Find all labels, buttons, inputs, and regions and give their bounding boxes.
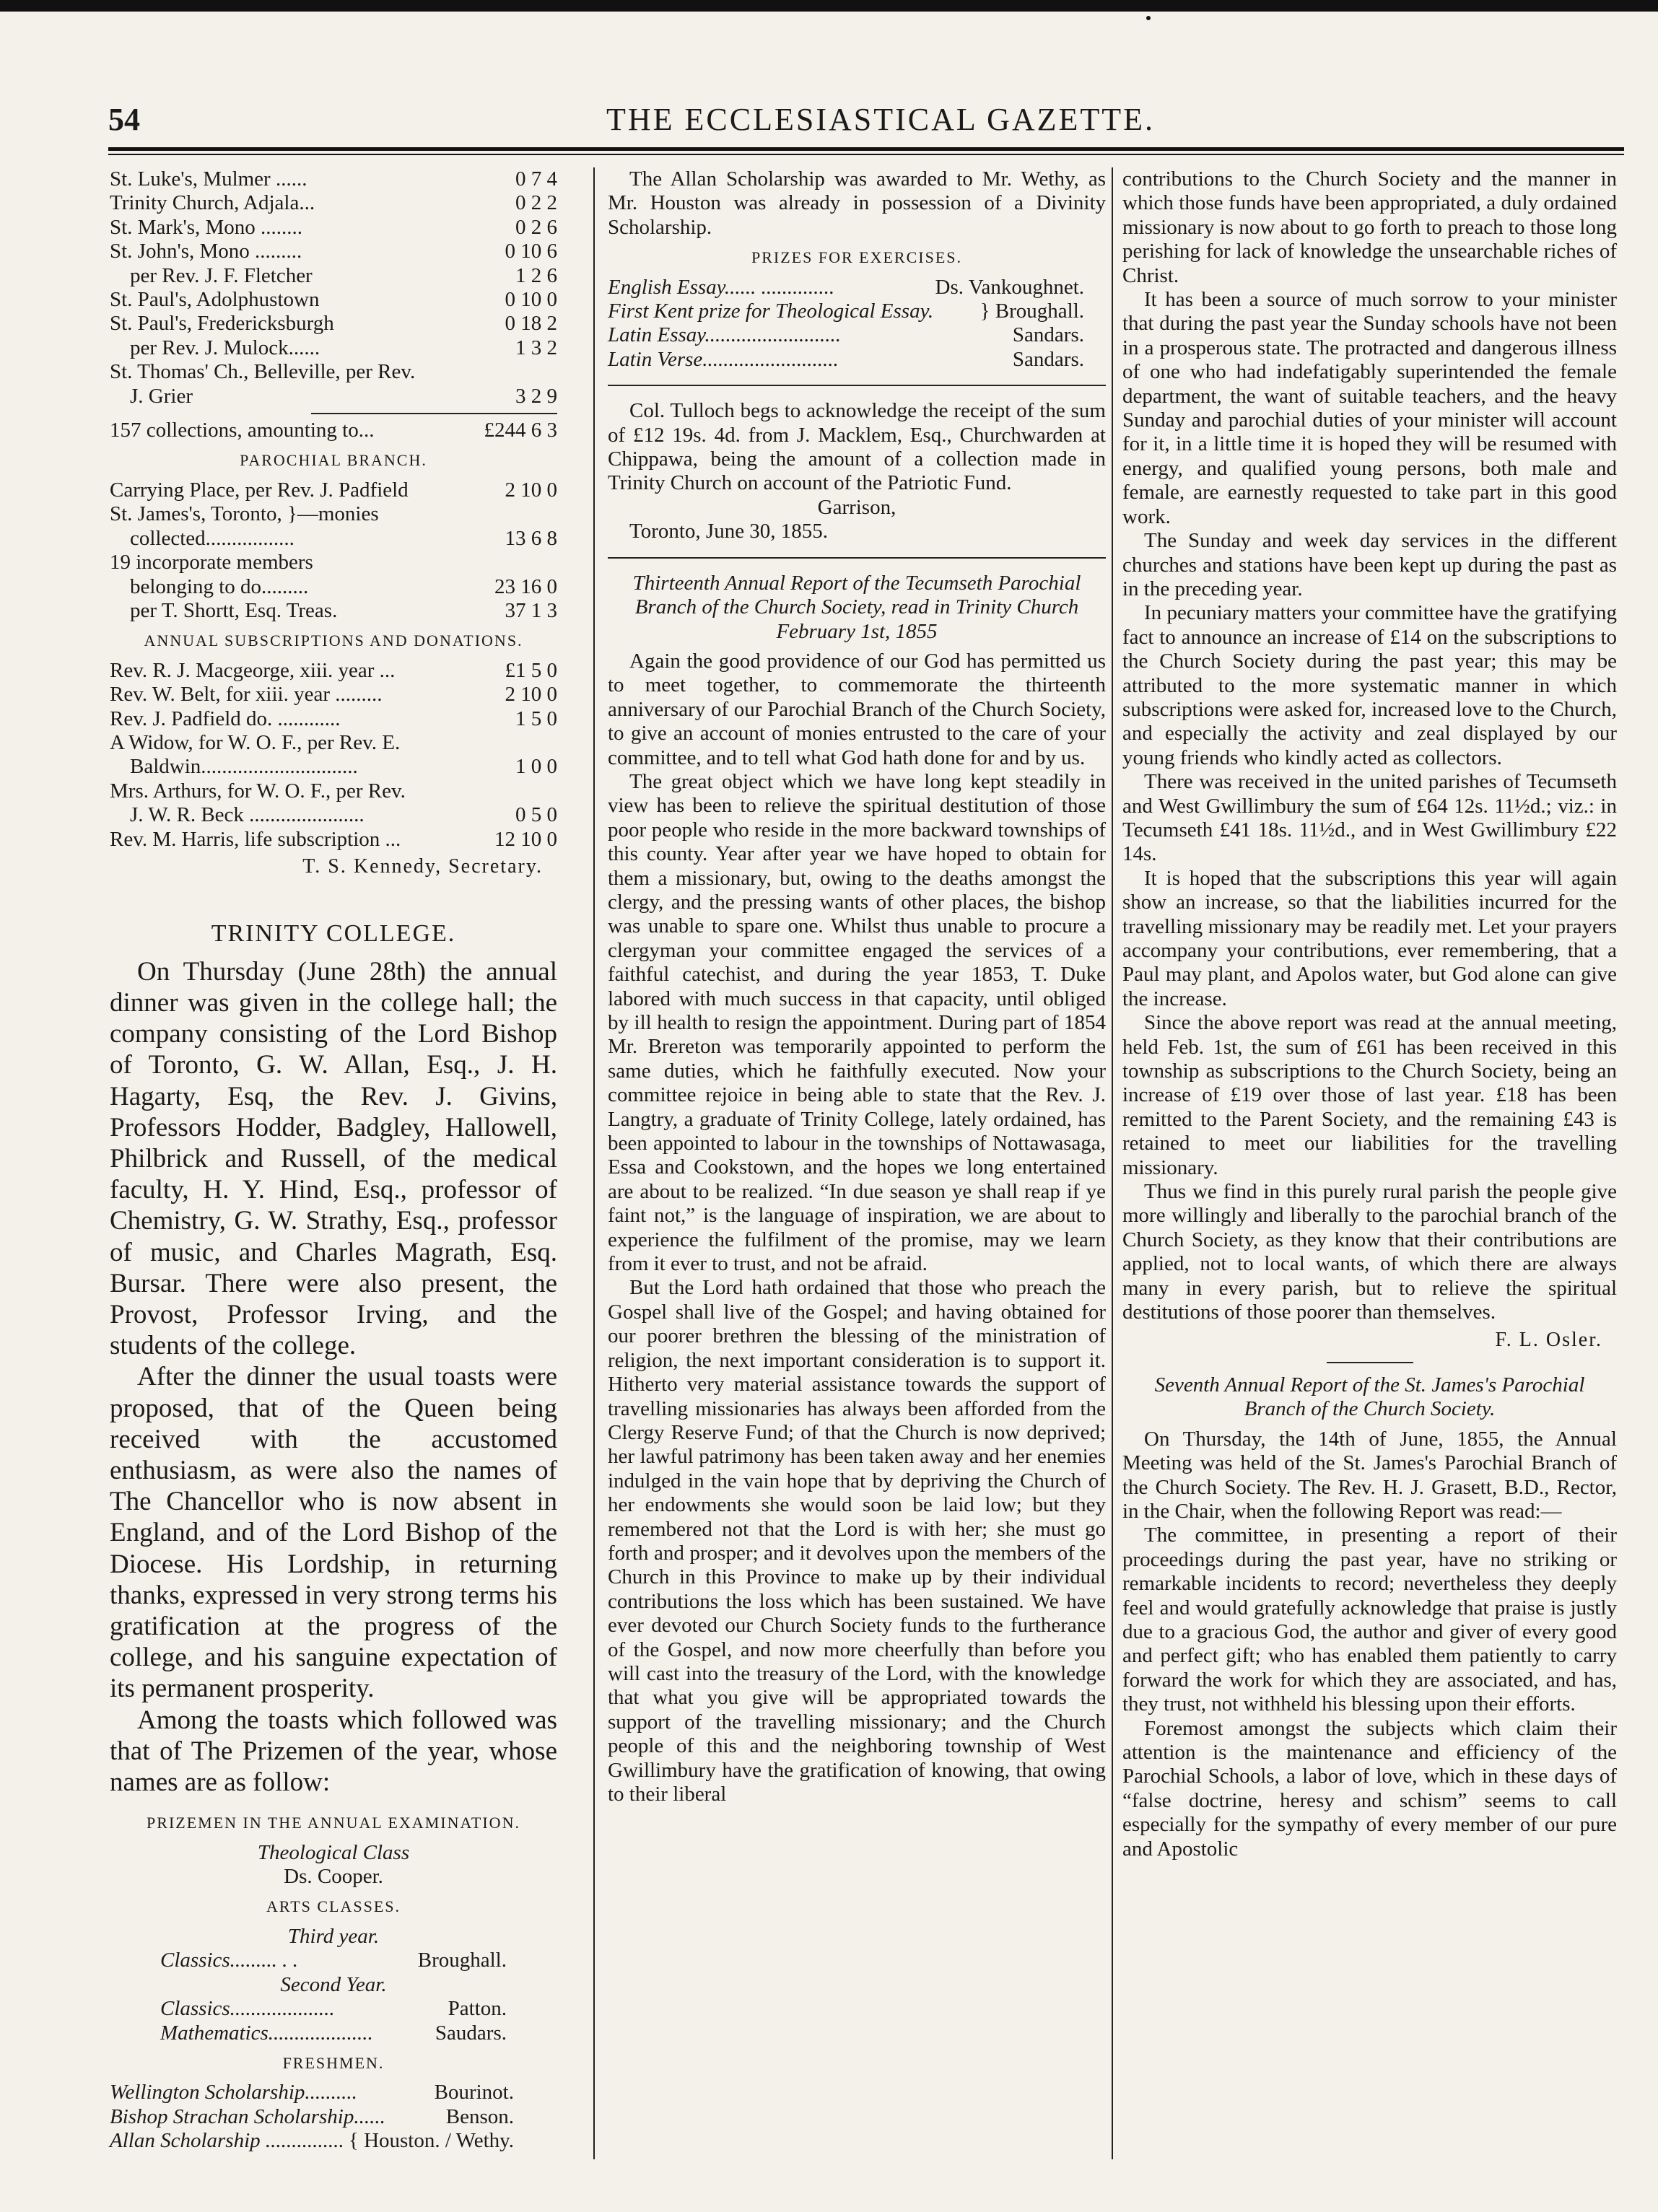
collections-total [110, 419, 557, 442]
parochial-list [110, 478, 557, 623]
secretary-signature: T. S. Kennedy, Secretary. [302, 854, 543, 878]
ledger-row [110, 216, 557, 240]
header-rule-thin [108, 154, 1624, 155]
st-james-paragraph-1: On Thursday, the 14th of June, 1855, the Annual Meeting was held of the St. James's Parochial Branch of the Church Society. The Rev. H. J. Grasett, B.D., Rector, in the Chair, when the following Report was read:— [1122, 1427, 1617, 1523]
ledger-amount: 3 2 9 [515, 384, 557, 408]
ledger-label: St. Paul's, Adolphustown [110, 288, 320, 312]
ledger-label: Rev. M. Harris, life subscription ... [110, 827, 401, 851]
divider [311, 413, 557, 414]
trinity-paragraph-3: Among the toasts which followed was that of The Prizemen of the year, whose names are as follow: [110, 1705, 557, 1798]
ledger-label: belonging to do......... [130, 574, 309, 598]
ledger-amount: 1 0 0 [515, 755, 557, 779]
total-row [110, 419, 557, 442]
cooper-name: Ds. Cooper. [284, 1865, 383, 1889]
ledger-label: St. James's, Toronto, }—monies [110, 502, 379, 526]
divider [608, 557, 1106, 559]
ledger-row [110, 575, 557, 599]
prize-row [608, 300, 1084, 323]
prize-label: Latin Verse.......................... [608, 347, 839, 371]
ledger-label: Rev. W. Belt, for xiii. year ......... [110, 683, 383, 707]
total-label: 157 collections, amounting to... [110, 419, 375, 442]
ledger-row [110, 167, 557, 191]
ledger-label: St. Thomas' Ch., Belleville, per Rev. [110, 360, 416, 384]
ledger-label: St. Paul's, Fredericksburgh [110, 312, 334, 336]
second-year-label: Second Year. [280, 1972, 387, 1996]
ledger-label: per Rev. J. F. Fletcher [130, 263, 313, 287]
subscriptions-list [110, 659, 557, 852]
ledger-row [110, 659, 557, 683]
ledger-row [110, 803, 557, 827]
ledger-row [110, 527, 557, 551]
ledger-row [110, 191, 557, 215]
ledger-amount: 0 10 6 [505, 240, 557, 263]
prize-label: Latin Essay.......................... [608, 323, 842, 347]
ledger-label: A Widow, for W. O. F., per Rev. E. [110, 730, 401, 754]
ledger-amount: 0 2 2 [515, 191, 557, 215]
arts-classes-heading: ARTS CLASSES. [266, 1897, 401, 1916]
date-line: Toronto, June 30, 1855. [629, 520, 829, 543]
report-paragraph-10: Thus we find in this purely rural parish the people give more willingly and liberally to the parochial branch of the Church Society, as they know that their contributions are applied, not to local wants, of which there are always many in every parish, but to relieve the spiritual destitutions of those poorer than themselves. [1122, 1180, 1617, 1324]
ledger-label: St. Luke's, Mulmer ...... [110, 167, 307, 191]
divider [1327, 1362, 1413, 1363]
ledger-amount: 0 2 6 [515, 215, 557, 239]
ledger-row [110, 707, 557, 731]
freshmen-heading: FRESHMEN. [282, 2053, 385, 2072]
st-james-paragraph-3: Foremost amongst the subjects which claim their attention is the maintenance and efficiency of the Parochial Schools, a labor of love, which in these days of “false doctrine, heresy and schism” seems to call especially for the sympathy of every member of our pure and Apostolic [1122, 1716, 1617, 1861]
report-paragraph-8: It is hoped that the subscriptions this year will again show an increase, so that the liabilities incurred for the travelling missionary may be readily met. Let your prayers accompany your contributions, ever remembering, that a Paul may plant, and Apolos water, but God alone can give the increase. [1122, 866, 1617, 1010]
page-number: 54 [108, 102, 140, 137]
ledger-label: collected................. [130, 526, 294, 550]
ledger-label: Carrying Place, per Rev. J. Padfield [110, 478, 409, 502]
prize-winner: Sandars. [1012, 323, 1084, 347]
prize-winner: Sandars. [1012, 347, 1084, 371]
trinity-paragraph-2: After the dinner the usual toasts were proposed, that of the Queen being received with the accustomed enthusiasm, as were also the names of The Chancellor who is now absent in England, and of the Lord Bishop of the Diocese. His Lordship, in returning thanks, expressed in very strong terms his gratification at the progress of the college, and his sanguine expectation of its permanent prosperity. [110, 1362, 557, 1704]
prize-winner: } Broughall. [979, 300, 1084, 323]
allan-scholarship-paragraph: The Allan Scholarship was awarded to Mr. Wethy, as Mr. Houston was already in possession of a Divinity Scholarship. [608, 167, 1106, 239]
report-paragraph-4: It has been a source of much sorrow to your minister that during the past year the Sunday schools have not been in a prosperous state. The protracted and dangerous illness of one who had indefatigably superintended the female department, the want of suitable teachers, and the heavy Sunday and parochial duties of your minister will account for it, in a little time it is hoped they will be resumed with energy, and qualified young persons, both male and female, are earnestly requested to take part in this good work. [1122, 288, 1617, 528]
prizes-heading: PRIZES FOR EXERCISES. [751, 248, 962, 267]
page-header [108, 101, 1624, 144]
report-paragraph-7: There was received in the united parishes of Tecumseth and West Gwillimbury the sum of £64 12s. 11½d.; viz.: in Tecumseth £41 18s. 11½d., and in West Gwillimbury £22 14s. [1122, 770, 1617, 866]
ledger-amount: 1 2 6 [515, 263, 557, 287]
report-paragraph-6: In pecuniary matters your committee have the gratifying fact to announce an increase of £14 on the subscriptions to the Church Society during the past year; this may be attributed to the more systematic manner in which subscriptions were asked for, increased love to the Church, and especially the activity and zeal displayed by our young friends who kindly acted as collectors. [1122, 601, 1617, 769]
ledger-row [110, 828, 557, 852]
prize-row: Classics.................... Patton. [160, 1997, 507, 2021]
ledger-row [110, 683, 557, 707]
trinity-article [110, 956, 557, 1798]
ledger-row [110, 385, 557, 408]
tecumseth-report-heading: Thirteenth Annual Report of the Tecumseth Parochial Branch of the Church Society, read in Trinity Church February 1st, 1855 [632, 571, 1081, 643]
ledger-label: Mrs. Arthurs, for W. O. F., per Rev. [110, 779, 406, 803]
publication-title: THE ECCLESIASTICAL GAZETTE. [606, 102, 1156, 137]
column-rule-2 [1112, 167, 1113, 2159]
ledger-row [110, 551, 557, 574]
prize-row [608, 348, 1084, 372]
ledger-label: J. Grier [130, 384, 193, 408]
report-paragraph-9: Since the above report was read at the annual meeting, held Feb. 1st, the sum of £61 has been received in this township as subscriptions to the Church Society, being an increase of £19 over those of last year. £18 has been remitted to the Parent Society, and the remaining £43 is retained to meet our liabilities for the travelling missionary. [1122, 1011, 1617, 1179]
ledger-label: per T. Shortt, Esq. Treas. [130, 598, 338, 622]
ledger-row [110, 731, 557, 755]
ledger-label: Rev. R. J. Macgeorge, xiii. year ... [110, 658, 396, 682]
prize-winner: Ds. Vankoughnet. [935, 275, 1084, 299]
ledger-row [110, 502, 557, 526]
ledger-label: Rev. J. Padfield do. ............ [110, 707, 341, 730]
ledger-amount: 0 18 2 [505, 312, 557, 336]
prize-row [608, 276, 1084, 300]
report-paragraph-1: Again the good providence of our God has permitted us to meet together, to commemorate the thirteenth anniversary of our Parochial Branch of the Church Society, to give an account of monies entrusted to the care of your committee, and to tell what God hath done for and by us. [608, 649, 1106, 769]
column-1 [110, 167, 557, 2154]
column-3 [1122, 167, 1617, 1861]
prize-row: Allan Scholarship ............... { Houston. / Wethy. [110, 2129, 514, 2153]
ledger-row [110, 336, 557, 360]
st-james-report-heading: Seventh Annual Report of the St. James's Parochial Branch of the Church Society. [1154, 1373, 1585, 1421]
collections-list-1 [110, 167, 557, 408]
ledger-row [110, 360, 557, 384]
trinity-paragraph-1: On Thursday (June 28th) the annual dinner was given in the college hall; the company consisting of the Lord Bishop of Toronto, G. W. Allan, Esq., J. H. Hagarty, Esq, the Rev. J. Givins, Professors Hodder, Badgley, Hallowell, Philbrick and Russell, of the medical faculty, H. Y. Hind, Esq., professor of Chemistry, G. W. Strathy, Esq., professor of music, and Charles Magrath, Esq. Bursar. There were also present, the Provost, Professor Irving, and the students of the college. [110, 956, 557, 1361]
prize-label: English Essay...... .............. [608, 275, 835, 299]
ledger-row [110, 779, 557, 803]
report-paragraph-3: But the Lord hath ordained that those who preach the Gospel shall live of the Gospel; and having obtained for our poorer brethren the blessing of the ministration of religion, the next important consideration is to support it. Hitherto very material assistance towards the support of travelling missionaries has always been afforded from the Clergy Reserve Fund; of that the Church is now deprived; her lawful patrimony has been taken away and her enemies indulged in the vain hope that by depriving the Church of her endowments she would soon be laid low; but they remembered not that the Lord is with her; she must go forth and prosper; and it devolves upon the members of the Church in this Province to make up by their individual contributions the loss which has been sustained. We have ever devoted our Church Society funds to the furtherance of the Gospel, and now more cheerfully than before you will cast into the treasury of the Lord, with the knowledge that what you give will be appropriated towards the support of the travelling missionary; and the Church people of this and the neighboring township of West Gwillimbury have the gratification of knowing, that owing to their liberal [608, 1276, 1106, 1806]
prizemen-heading: PRIZEMEN IN THE ANNUAL EXAMINATION. [147, 1814, 520, 1832]
ledger-row [110, 599, 557, 623]
ledger-label: per Rev. J. Mulock...... [130, 336, 320, 359]
ledger-amount: 1 3 2 [515, 336, 557, 359]
ledger-amount: 13 6 8 [505, 526, 557, 550]
ledger-label: Trinity Church, Adjala... [110, 191, 315, 215]
divider [608, 385, 1106, 386]
ledger-row [110, 264, 557, 288]
column-rule-1 [593, 167, 595, 2159]
header-rule [108, 147, 1624, 151]
ledger-row [110, 478, 557, 502]
parochial-branch-heading: PAROCHIAL BRANCH. [240, 451, 427, 470]
annual-subscriptions-heading: ANNUAL SUBSCRIPTIONS AND DONATIONS. [144, 631, 523, 650]
prize-label: First Kent prize for Theological Essay. [608, 300, 934, 323]
ledger-amount: 23 16 0 [494, 574, 557, 598]
ledger-row [110, 312, 557, 336]
ledger-label: J. W. R. Beck ...................... [130, 803, 365, 827]
ink-dot [1146, 16, 1151, 20]
ledger-label: Baldwin.............................. [130, 755, 358, 779]
ledger-row [110, 755, 557, 779]
report-cont-paragraph: contributions to the Church Society and the manner in which those funds have been appropriated, a duly ordained missionary is now about to go forth to preach to those long perishing for lack of knowledge the unsearchable riches of Christ. [1122, 167, 1617, 287]
ledger-amount: 0 10 0 [505, 288, 557, 312]
prize-row: Wellington Scholarship.......... Bourinot. [110, 2081, 514, 2104]
third-year-label: Third year. [287, 1924, 380, 1948]
ledger-amount: £1 5 0 [505, 658, 557, 682]
top-border-strip [0, 0, 1658, 12]
ledger-row [110, 288, 557, 312]
ledger-label: St. John's, Mono ......... [110, 240, 302, 263]
ledger-amount: 0 7 4 [515, 167, 557, 191]
ledger-label: 19 incorporate members [110, 551, 313, 574]
column-2 [608, 167, 1106, 1806]
prize-row: Mathematics.................... Saudars. [160, 2021, 507, 2045]
theological-class-label: Theological Class [257, 1840, 410, 1864]
ledger-label: St. Mark's, Mono ........ [110, 215, 303, 239]
ledger-amount: 12 10 0 [494, 827, 557, 851]
report-paragraph-5: The Sunday and week day services in the different churches and stations have been kept up during the past as in the preceding year. [1122, 529, 1617, 600]
tulloch-notice: Col. Tulloch begs to acknowledge the receipt of the sum of £12 19s. 4d. from J. Macklem, Esq., Churchwarden at Chippawa, being the amount of a collection made in Trinity Church on account of the Patriotic Fund. [608, 399, 1106, 495]
prize-row [608, 323, 1084, 347]
osler-signature: F. L. Osler. [1495, 1328, 1602, 1351]
ledger-row [110, 240, 557, 263]
ledger-amount: 0 5 0 [515, 803, 557, 827]
garrison-line: Garrison, [817, 495, 896, 519]
st-james-paragraph-2: The committee, in presenting a report of their proceedings during the past year, have no striking or remarkable incidents to record; nevertheless they deeply feel and would gratefully acknowledge that praise is justly due to a gracious God, the author and giver of every good and perfect gift; who has enabled them patiently to carry forward the work for which they are associated, and has, they trust, not withheld his blessing upon their efforts. [1122, 1524, 1617, 1716]
ledger-amount: 2 10 0 [505, 683, 557, 707]
ledger-amount: 37 1 3 [505, 598, 557, 622]
report-paragraph-2: The great object which we have long kept steadily in view has been to relieve the spiritual destitution of those poor people who reside in the more backward townships of this county. Year after year we have hoped to obtain for them a missionary, but, owing to the deaths amongst the clergy, and the pressing wants of other places, the bishop was unable to spare one. Whilst thus unable to procure a clergyman your committee engaged the services of a faithful catechist, and during the year 1853, T. Duke labored with much success in that capacity, until obliged by ill health to resign the appointment. During part of 1854 Mr. Brereton was temporarily appointed to perform the same duties, which he faithfully executed. Now your committee rejoice in being able to state that the Rev. J. Langtry, a graduate of Trinity College, lately ordained, has been appointed to labour in the townships of Nottawasaga, Essa and Cookstown, and the hopes we long entertained are about to be realized. “In due season ye shall reap if ye faint not,” is the language of inspiration, we are about to experience the fulfilment of the promise, may we learn from it ever to trust, and not be afraid. [608, 769, 1106, 1276]
ledger-amount: 2 10 0 [505, 478, 557, 502]
total-amount: £244 6 3 [484, 419, 557, 442]
ledger-amount: 1 5 0 [515, 707, 557, 730]
trinity-college-heading: TRINITY COLLEGE. [211, 920, 456, 948]
prize-row: Classics......... . . Broughall. [160, 1949, 507, 1972]
prizes-list [608, 276, 1106, 372]
prize-row: Bishop Strachan Scholarship...... Benson. [110, 2104, 514, 2128]
